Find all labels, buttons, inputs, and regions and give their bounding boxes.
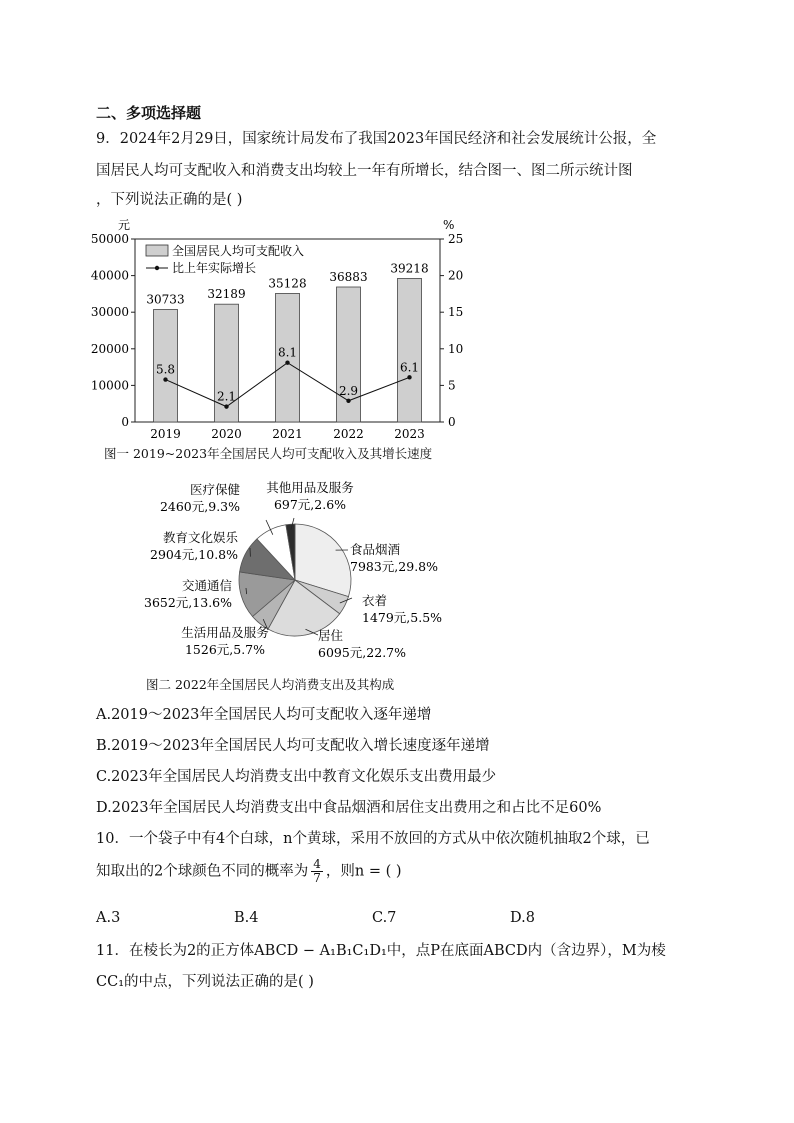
left-tick-label: 40000 <box>90 268 129 283</box>
year-label: 2020 <box>211 427 242 441</box>
income-bar-value: 39218 <box>390 261 429 276</box>
q9-line-2: 国居民人均可支配收入和消费支出均较上一年有所增长，结合图一、图二所示统计图 <box>96 163 633 179</box>
left-tick-label: 50000 <box>90 232 129 246</box>
q9-line-1: 9．2024年2月29日，国家统计局发布了我国2023年国民经济和社会发展统计公报，全 <box>96 131 657 147</box>
q10-option-c[interactable]: C.7 <box>372 910 397 926</box>
pie-label-name: 居住 <box>318 628 344 643</box>
right-tick-label: 10 <box>448 341 464 356</box>
q9-option-c[interactable]: C.2023年全国居民人均消费支出中教育文化娱乐支出费用最少 <box>96 769 497 785</box>
left-tick-label: 10000 <box>90 378 129 393</box>
q9-option-b[interactable]: B.2019～2023年全国居民人均可支配收入增长速度逐年递增 <box>96 738 490 754</box>
legend-bar-swatch <box>146 245 168 256</box>
left-axis-unit: 元 <box>118 218 131 232</box>
year-label: 2021 <box>272 427 303 441</box>
right-tick-label: 20 <box>448 268 464 283</box>
left-tick-label: 0 <box>121 415 129 429</box>
pie-label-value: 697元,2.6% <box>273 497 347 512</box>
growth-value: 8.1 <box>277 345 298 360</box>
pie-label-name: 教育文化娱乐 <box>162 530 238 545</box>
pie-label-name: 医疗保健 <box>189 482 240 497</box>
figure-2-pie <box>0 470 794 680</box>
pie-label-value: 1526元,5.7% <box>184 642 266 657</box>
growth-point <box>407 375 411 379</box>
q10-line-2-text: 知取出的2个球颜色不同的概率为 <box>96 863 309 880</box>
pie-label-value: 6095元,22.7% <box>318 645 406 660</box>
income-bar-value: 36883 <box>329 270 368 285</box>
right-tick-label: 5 <box>448 378 456 393</box>
figure-1-caption: 图一 2019~2023年全国居民人均可支配收入及其增长速度 <box>104 446 433 461</box>
q10-option-d[interactable]: D.8 <box>510 910 535 926</box>
pie-label-value: 2904元,10.8% <box>150 547 238 562</box>
pie-label-value: 2460元,9.3% <box>159 499 240 514</box>
right-tick-label: 0 <box>448 415 456 429</box>
growth-point <box>163 377 167 381</box>
q10-option-a[interactable]: A.3 <box>96 910 121 926</box>
year-label: 2019 <box>150 427 181 441</box>
right-axis-unit: % <box>443 218 455 232</box>
figure-2-caption: 图二 2022年全国居民人均消费支出及其构成 <box>146 677 395 692</box>
legend-line-label: 比上年实际增长 <box>172 261 257 275</box>
growth-value: 5.8 <box>155 362 176 377</box>
pie-label-name: 其他用品及服务 <box>266 480 354 495</box>
probability-fraction <box>311 858 323 885</box>
pie-label-value: 7983元,29.8% <box>350 559 438 574</box>
pie-label-name: 交通通信 <box>181 578 232 593</box>
growth-point <box>224 404 228 408</box>
income-bar-value: 35128 <box>268 276 307 291</box>
year-label: 2022 <box>333 427 364 441</box>
fraction-denominator: 7 <box>313 871 321 885</box>
growth-value: 6.1 <box>399 360 420 375</box>
q11-line-2: CC₁的中点，下列说法正确的是( ) <box>96 974 314 990</box>
left-tick-label: 20000 <box>90 341 129 356</box>
q9-option-d[interactable]: D.2023年全国居民人均消费支出中食品烟酒和居住支出费用之和占比不足60% <box>96 800 602 816</box>
right-tick-label: 15 <box>448 305 464 320</box>
q10-line-2-tail: ，则n = ( ) <box>325 863 402 880</box>
q10-line-1: 10．一个袋子中有4个白球，n个黄球，采用不放回的方式从中依次随机抽取2个球，已 <box>96 831 650 847</box>
income-bar <box>398 278 422 422</box>
income-bar-value: 30733 <box>146 292 185 307</box>
fraction-numerator: 4 <box>313 857 321 871</box>
income-bar-value: 32189 <box>207 287 246 302</box>
growth-value: 2.1 <box>216 389 237 404</box>
section-title: 二、多项选择题 <box>96 104 202 122</box>
growth-point <box>346 399 350 403</box>
year-label: 2023 <box>394 427 425 441</box>
growth-point <box>285 361 289 365</box>
pie-label-name: 生活用品及服务 <box>181 625 269 640</box>
q9-option-a[interactable]: A.2019～2023年全国居民人均可支配收入逐年递增 <box>96 707 432 723</box>
q10-option-b[interactable]: B.4 <box>234 910 259 926</box>
right-tick-label: 25 <box>448 232 464 246</box>
q9-line-3: ，下列说法正确的是( ) <box>96 192 243 208</box>
q11-line-1: 11．在棱长为2的正方体ABCD − A₁B₁C₁D₁中，点P在底面ABCD内（含边界），M为棱 <box>96 943 666 959</box>
growth-value: 2.9 <box>338 383 359 398</box>
pie-label-name: 食品烟酒 <box>350 542 401 557</box>
figure-1-chart <box>0 215 794 460</box>
legend-bar-label: 全国居民人均可支配收入 <box>172 244 305 258</box>
pie-label-value: 1479元,5.5% <box>362 610 443 625</box>
q10-line-2 <box>96 858 402 885</box>
pie-label-value: 3652元,13.6% <box>144 595 232 610</box>
income-bar <box>215 304 239 422</box>
legend-line-marker <box>155 266 159 270</box>
left-tick-label: 30000 <box>90 305 129 320</box>
pie-label-name: 衣着 <box>362 593 388 608</box>
